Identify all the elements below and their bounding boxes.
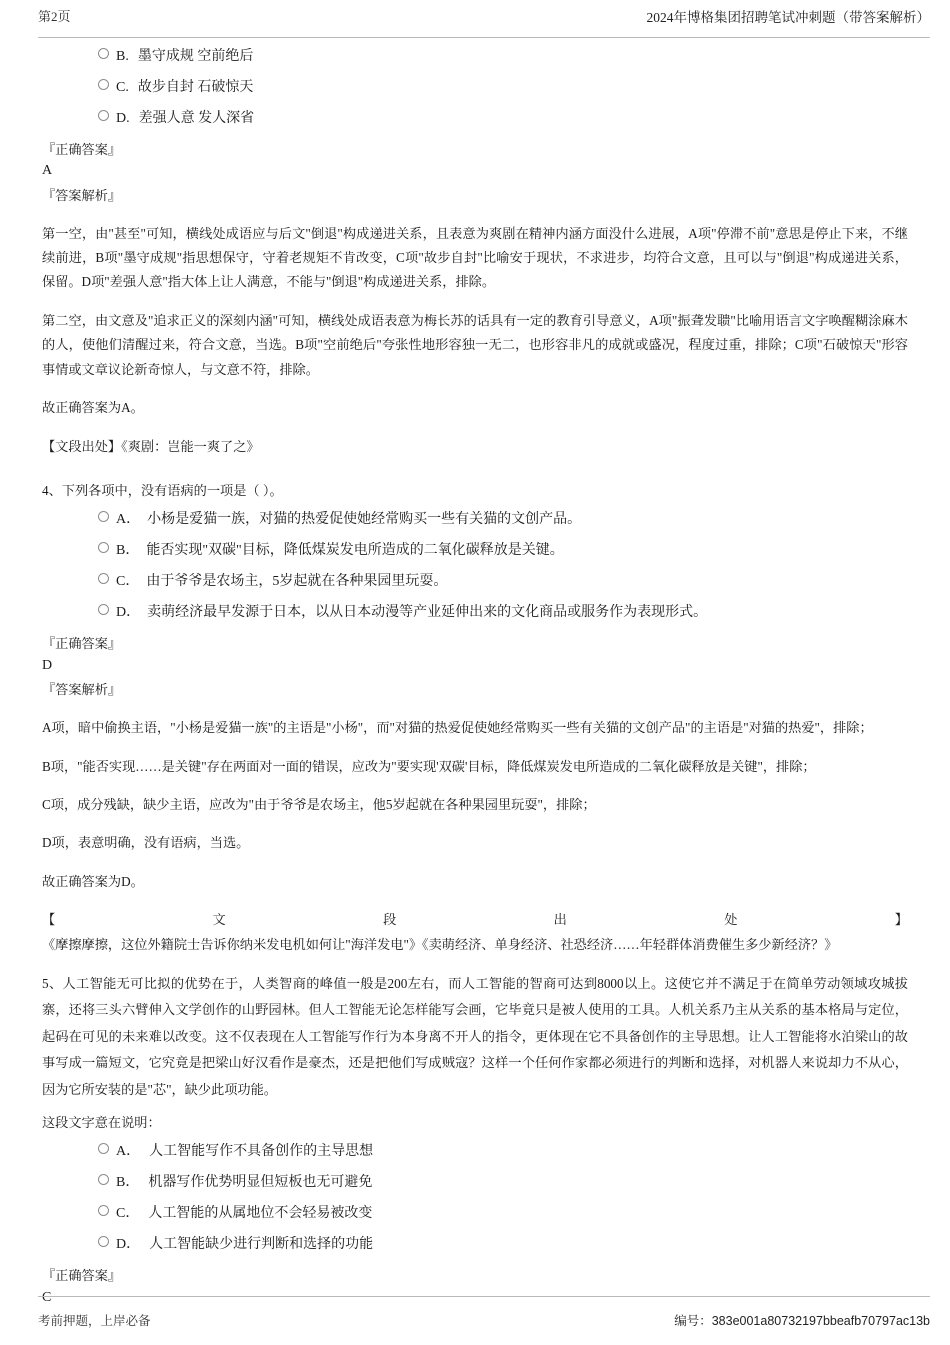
q3-analysis-paragraph-1: 第一空，由"甚至"可知，横线处成语应与后文"倒退"构成递进关系，且表意为爽剧在精神内涵方面没什么进展，A项"停滞不前"意思是停止下来，不继续前进，B项"墨守成规"指思想保守，守着老规矩不肯改变，C项"故步自封"比喻安于现状，不求进步，均符合文意，且可以与"倒退"构成递进关系，保留。D项"差强人意"指大体上让人满意，不能与"倒退"构成递进关系，排除。 xyxy=(42,225,908,290)
passage-source-text: 《爽剧：岂能一爽了之》 xyxy=(121,438,260,454)
option-letter: B． xyxy=(116,1175,140,1191)
option-letter: A． xyxy=(116,512,141,528)
passage-source-label: 【文段出处】 xyxy=(42,912,908,928)
q3-analysis-paragraph-2: 第二空，由文意及"追求正义的深刻内涵"可知，横线处成语表意为梅长苏的话具有一定的教育引导意义，A项"振聋发聩"比喻用语言文字唤醒糊涂麻木的人，使他们清醒过来，符合文意，当选。B项"空前绝后"夸张性地形容独一无二，也形容非凡的成就或盛况，程度过重，排除；C项"石破惊天"形容事情或文章议论新奇惊人，与文意不符，排除。 xyxy=(42,312,908,377)
radio-button-icon[interactable] xyxy=(98,1205,109,1216)
option-item[interactable] xyxy=(42,46,908,67)
q3-correct-answer-value: A xyxy=(42,163,53,179)
option-text: 故步自封 石破惊天 xyxy=(137,80,254,95)
correct-answer-label: 『正确答案』 xyxy=(42,142,122,157)
option-item[interactable] xyxy=(42,1141,908,1162)
option-text: 差强人意 发人深省 xyxy=(138,111,255,126)
option-item[interactable] xyxy=(42,509,908,530)
option-text: 能否实现"双碳"目标，降低煤炭发电所造成的二氧化碳释放是关键。 xyxy=(146,543,564,559)
q5-options xyxy=(42,1141,908,1255)
radio-button-icon[interactable] xyxy=(98,511,109,522)
footer-code-value: 383e001a80732197bbeafb70797ac13b xyxy=(711,1314,930,1328)
option-text: 人工智能的从属地位不会轻易被改变 xyxy=(148,1206,373,1222)
option-item[interactable] xyxy=(42,602,908,623)
answer-analysis-label: 『答案解析』 xyxy=(42,187,122,203)
radio-button-icon[interactable] xyxy=(98,110,109,121)
q4-passage-source xyxy=(42,908,908,957)
option-text: 人工智能缺少进行判断和选择的功能 xyxy=(149,1237,374,1253)
document-title: 2024年博格集团招聘笔试冲刺题（带答案解析） xyxy=(646,10,930,25)
footer-code-label: 编号： xyxy=(674,1314,712,1328)
option-letter: C. xyxy=(116,80,129,95)
q3-options xyxy=(42,46,908,129)
section-gap xyxy=(42,459,908,479)
footer-slogan: 考前押题，上岸必备 xyxy=(38,1314,151,1328)
radio-button-icon[interactable] xyxy=(98,79,109,90)
option-item[interactable] xyxy=(42,540,908,561)
q3-passage-source xyxy=(42,435,908,459)
option-text: 墨守成规 空前绝后 xyxy=(137,49,254,64)
option-text: 卖萌经济最早发源于日本，以从日本动漫等产业延伸出来的文化商品或服务作为表现形式。 xyxy=(147,605,708,621)
q5-prompt: 这段文字意在说明： xyxy=(42,1115,161,1131)
radio-button-icon[interactable] xyxy=(98,1236,109,1247)
page-number-label: 第2页 xyxy=(38,9,71,24)
page-footer xyxy=(38,1296,930,1329)
option-text: 小杨是爱猫一族，对猫的热爱促使她经常购买一些有关猫的文创产品。 xyxy=(147,512,582,528)
q4-analysis-b: B项，"能否实现……是关键"存在两面对一面的错误，应改为"要实现'双碳'目标，降低煤炭发电所造成的二氧化碳释放是关键"，排除； xyxy=(42,758,816,774)
q4-options xyxy=(42,509,908,623)
page-content xyxy=(42,42,908,1311)
option-letter: C． xyxy=(116,574,140,590)
footer-code xyxy=(674,1311,930,1329)
radio-button-icon[interactable] xyxy=(98,48,109,59)
q4-stem: 4、下列各项中，没有语病的一项是（ ）。 xyxy=(42,483,283,499)
q4-analysis-d: D项，表意明确，没有语病，当选。 xyxy=(42,835,250,851)
option-letter: D． xyxy=(116,1237,141,1253)
correct-answer-label: 『正确答案』 xyxy=(42,1268,122,1284)
page-header xyxy=(38,6,930,38)
option-letter: D． xyxy=(116,605,141,621)
option-letter: C． xyxy=(116,1206,140,1222)
radio-button-icon[interactable] xyxy=(98,1143,109,1154)
q4-analysis-c: C项，成分残缺，缺少主语，应改为"由于爷爷是农场主，他5岁起就在各种果园里玩耍"，排除； xyxy=(42,796,596,812)
section-gap xyxy=(42,957,908,971)
answer-analysis-label: 『答案解析』 xyxy=(42,681,122,697)
option-letter: A． xyxy=(116,1144,141,1160)
radio-button-icon[interactable] xyxy=(98,1174,109,1185)
option-text: 人工智能写作不具备创作的主导思想 xyxy=(149,1144,374,1160)
q4-conclusion: 故正确答案为D。 xyxy=(42,873,144,889)
q4-correct-answer-value: D xyxy=(42,657,53,673)
option-letter: D. xyxy=(116,111,130,126)
option-item[interactable] xyxy=(42,77,908,98)
correct-answer-label: 『正确答案』 xyxy=(42,636,122,652)
option-item[interactable] xyxy=(42,108,908,129)
option-item[interactable] xyxy=(42,571,908,592)
q4-analysis-a: A项，暗中偷换主语，"小杨是爱猫一族"的主语是"小杨"，而"对猫的热爱促使她经常购买一些有关猫的文创产品"的主语是"对猫的热爱"，排除； xyxy=(42,720,873,736)
option-text: 由于爷爷是农场主，5岁起就在各种果园里玩耍。 xyxy=(146,574,448,590)
passage-source-text: 《摩擦摩擦，这位外籍院士告诉你纳米发电机如何让"海洋发电"》《卖萌经济、单身经济、社恐经济……年轻群体消费催生多少新经济？》 xyxy=(42,936,838,952)
radio-button-icon[interactable] xyxy=(98,604,109,615)
option-item[interactable] xyxy=(42,1172,908,1193)
option-item[interactable] xyxy=(42,1203,908,1224)
q5-correct-answer-value: C xyxy=(42,1289,52,1305)
radio-button-icon[interactable] xyxy=(98,542,109,553)
q5-passage: 5、人工智能无可比拟的优势在于，人类智商的峰值一般是200左右，而人工智能的智商可达到8000以上。这使它并不满足于在简单劳动领域攻城拔寨，还将三头六臂伸入文学创作的山野园林。但人工智能无论怎样能写会画，它毕竟只是被人使用的工具。人机关系乃主从关系的基本格局与定位，起码在可见的未来难以改变。这不仅表现在人工智能写作行为本身离不开人的指令，更体现在它不具备创作的主导思想。让人工智能将水泊梁山的故事写成一篇短文，它究竟是把梁山好汉看作是豪杰，还是把他们写成贼寇？这样一个任何作家都必须进行的判断和选择，对机器人来说却力不从心，因为它所安装的是"芯"，缺少此项功能。 xyxy=(42,976,908,1097)
option-letter: B. xyxy=(116,49,129,64)
radio-button-icon[interactable] xyxy=(98,573,109,584)
option-letter: B． xyxy=(116,543,140,559)
q3-conclusion: 故正确答案为A。 xyxy=(42,400,144,416)
option-item[interactable] xyxy=(42,1234,908,1255)
passage-source-label: 【文段出处】 xyxy=(42,438,122,454)
option-text: 机器写作优势明显但短板也无可避免 xyxy=(148,1175,373,1191)
